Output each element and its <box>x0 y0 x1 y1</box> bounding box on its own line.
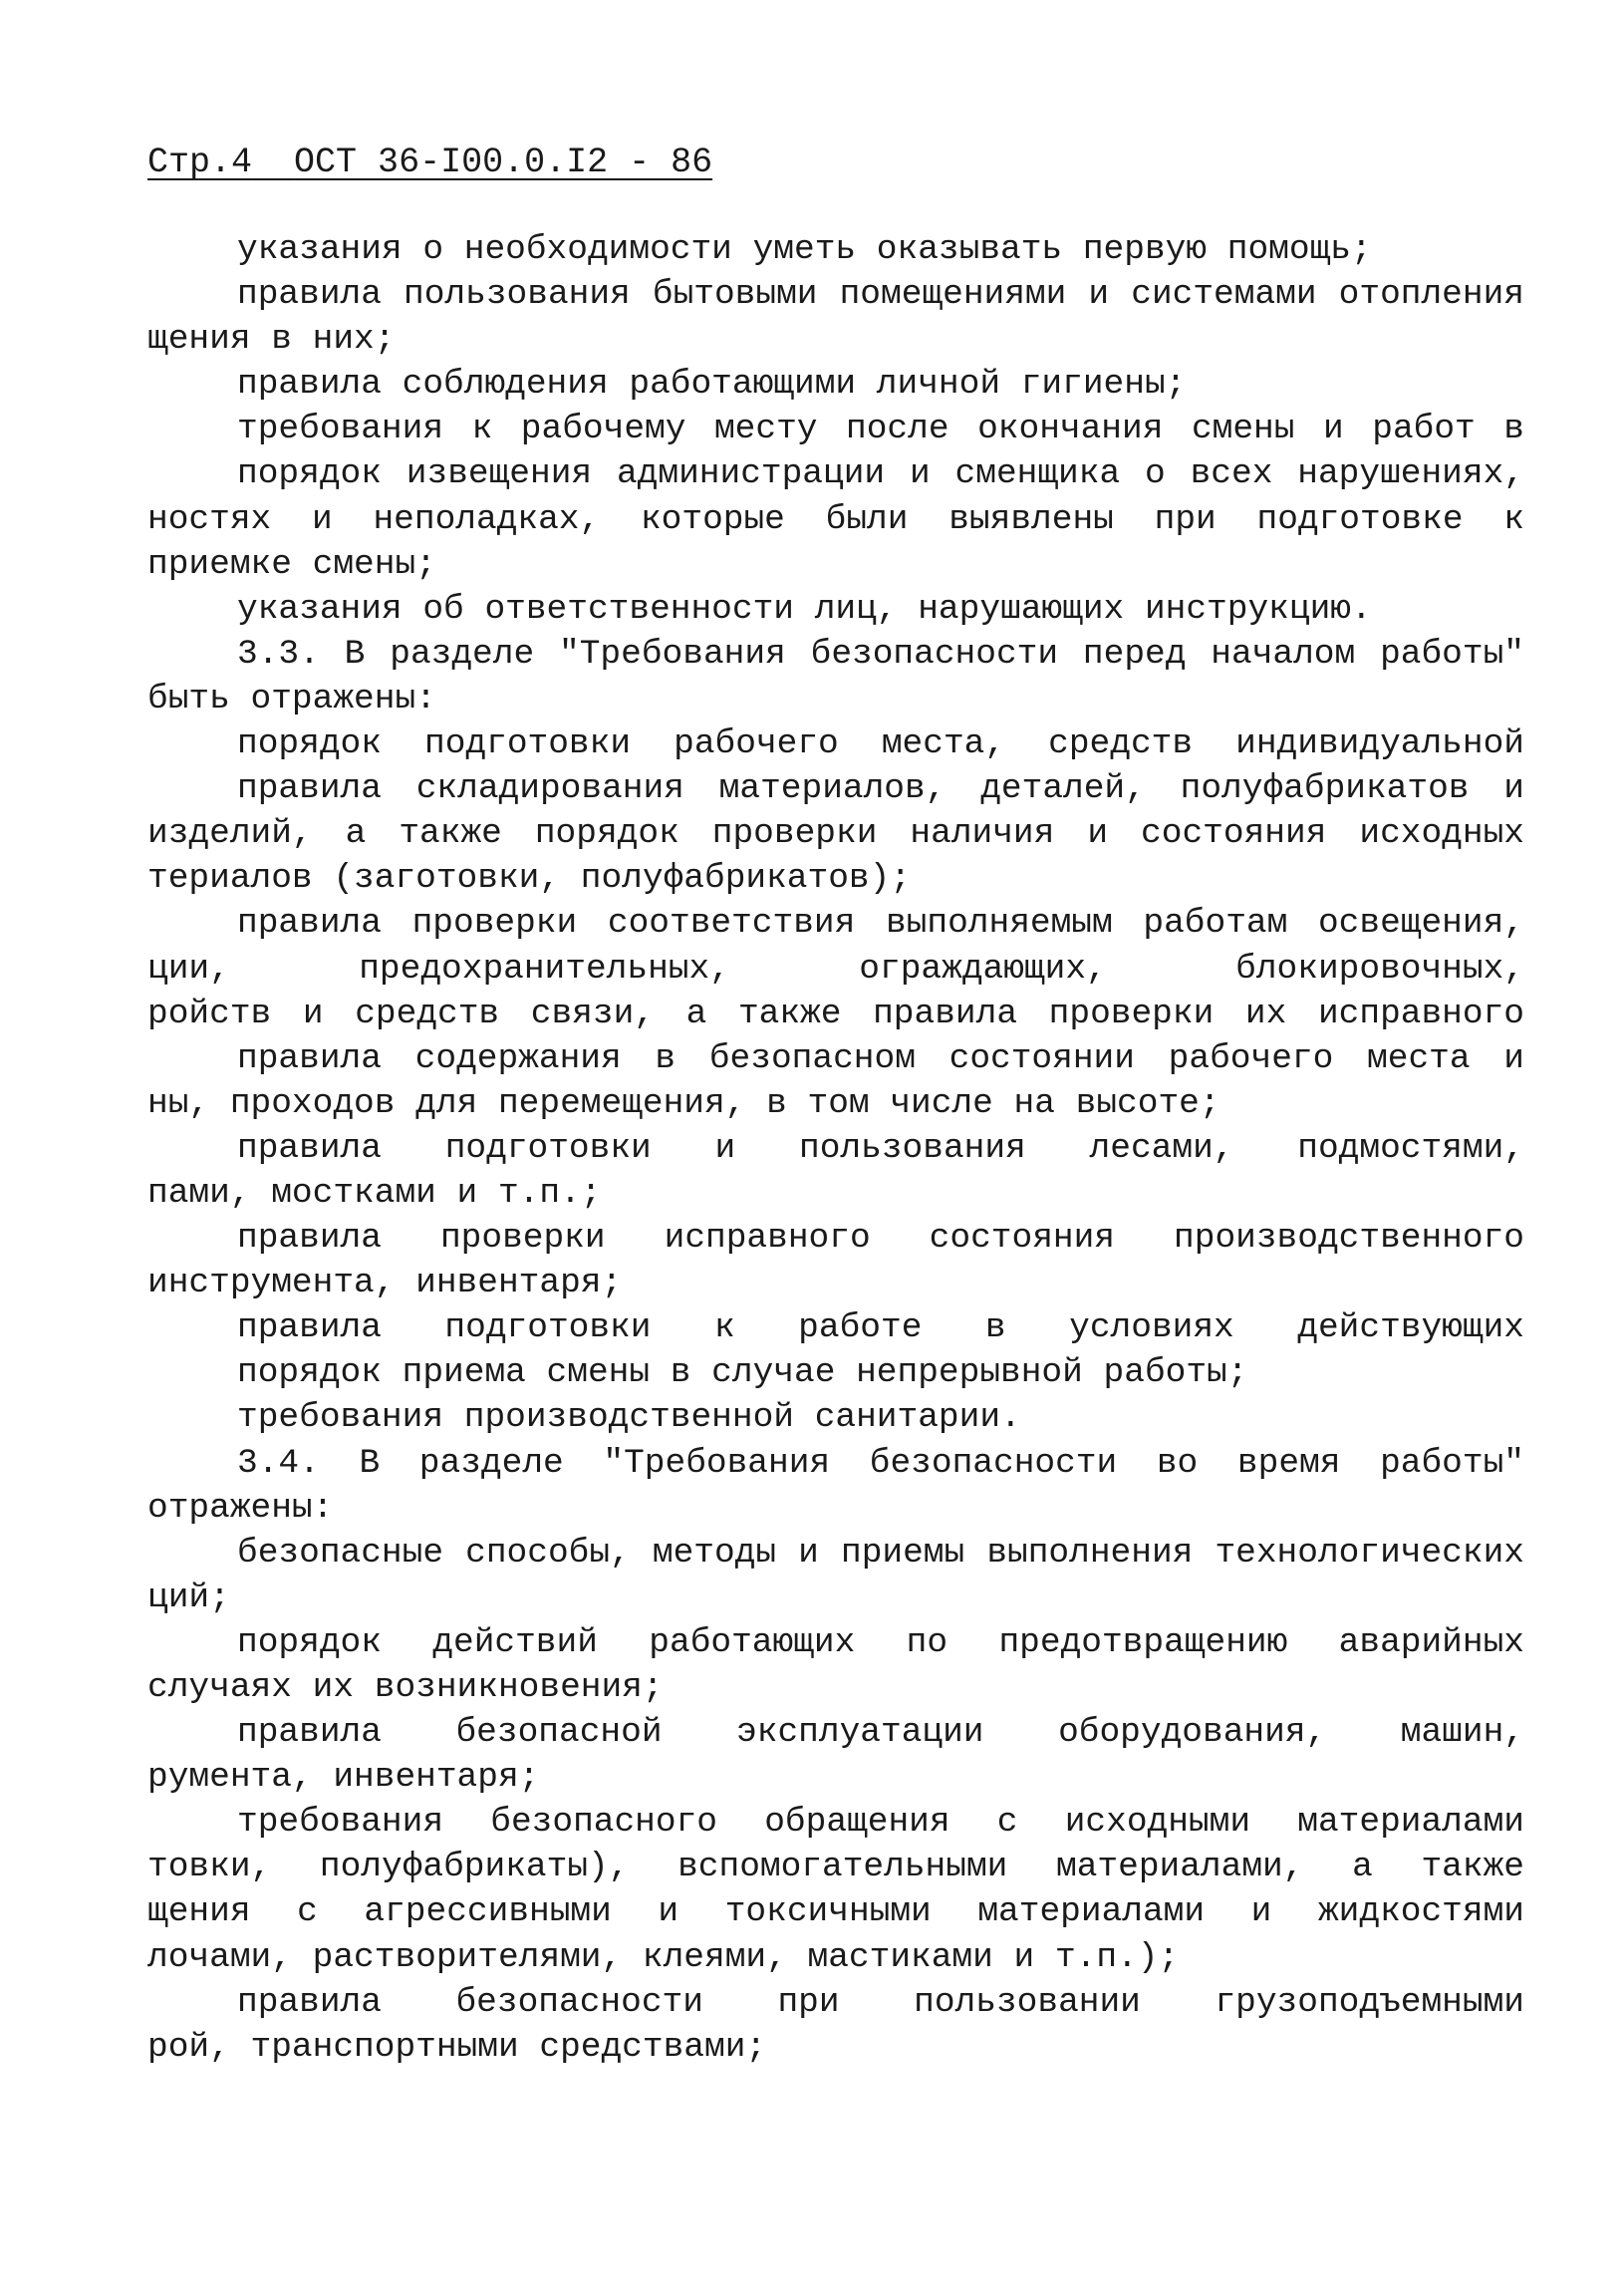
text-line: порядок действий работающих по предотвращению аварийных <box>237 1622 1524 1662</box>
document-code: ОСТ 36-I00.0.I2 - 86 <box>294 143 713 182</box>
text-line: щения в них; <box>147 320 396 360</box>
document-body <box>147 227 1524 2070</box>
text-line: териалов (заготовки, полуфабрикатов); <box>147 859 912 899</box>
text-line: изделий, а также порядок проверки наличия и состояния исходных <box>147 814 1524 854</box>
text-line: правила пользования бытовыми помещениями и системами отопления <box>237 275 1524 315</box>
text-line: отражены: <box>147 1488 334 1528</box>
text-line: правила соблюдения работающими личной гигиены; <box>237 365 1187 405</box>
text-line: требования производственной санитарии. <box>237 1398 1021 1438</box>
text-line: лочами, растворителями, клеями, мастиками и т.п.); <box>147 1937 1180 1977</box>
text-line: указания о необходимости уметь оказывать первую помощь; <box>237 230 1372 269</box>
text-line: ны, проходов для перемещения, в том числе на высоте; <box>147 1083 1220 1123</box>
text-line: рой, транспортными средствами; <box>147 2027 767 2067</box>
text-line: ции, предохранительных, ограждающих, блокировочных, <box>147 949 1524 989</box>
text-line: правила проверки соответствия выполняемым работам освещения, <box>237 904 1524 944</box>
text-line: безопасные способы, методы и приемы выполнения технологических <box>237 1533 1524 1573</box>
text-line: правила проверки исправного состояния производственного <box>237 1219 1524 1259</box>
text-line: правила содержания в безопасном состоянии рабочего места и <box>237 1038 1524 1078</box>
text-line: порядок извещения администрации и сменщика о всех нарушениях, <box>237 454 1524 494</box>
text-line: товки, полуфабрикаты), вспомогательными материалами, а также <box>147 1848 1524 1887</box>
text-line: быть отражены: <box>147 679 436 718</box>
text-line: порядок подготовки рабочего места, средств индивидуальной <box>237 724 1524 764</box>
text-line: щения с агрессивными и токсичными материалами и жидкостями <box>147 1892 1524 1932</box>
text-line: указания об ответственности лиц, нарушающих инструкцию. <box>237 589 1372 629</box>
text-line: румента, инвентаря; <box>147 1758 540 1798</box>
text-line: правила складирования материалов, деталей, полуфабрикатов и <box>237 769 1524 809</box>
text-line: правила подготовки к работе в условиях действующих <box>237 1308 1524 1348</box>
text-line: 3.3. В разделе "Требования безопасности перед началом работы" <box>237 634 1524 674</box>
text-line: ройств и средств связи, а также правила проверки их исправного <box>147 994 1524 1033</box>
text-line: случаях их возникновения; <box>147 1668 664 1707</box>
text-line: требования безопасного обращения с исходными материалами <box>237 1803 1524 1843</box>
text-line: правила безопасности при пользовании грузоподъемными <box>237 1982 1524 2022</box>
header-gap <box>252 143 294 182</box>
page-number: Стр.4 <box>147 143 253 182</box>
text-line: требования к рабочему месту после окончания смены и работ в <box>237 410 1524 449</box>
text-line: правила подготовки и пользования лесами, подмостями, <box>237 1128 1524 1168</box>
text-line: приемке смены; <box>147 544 436 584</box>
text-line: ций; <box>147 1578 230 1617</box>
text-line: пами, мостками и т.п.; <box>147 1173 602 1213</box>
text-line: ностях и неполадках, которые были выявлены при подготовке к <box>147 499 1524 539</box>
text-line: 3.4. В разделе "Требования безопасности во время работы" <box>237 1443 1524 1483</box>
text-line: правила безопасной эксплуатации оборудования, машин, <box>237 1713 1524 1753</box>
text-line: порядок приема смены в случае непрерывной работы; <box>237 1353 1248 1393</box>
text-line: инструмента, инвентаря; <box>147 1264 623 1303</box>
page-header <box>147 142 712 183</box>
